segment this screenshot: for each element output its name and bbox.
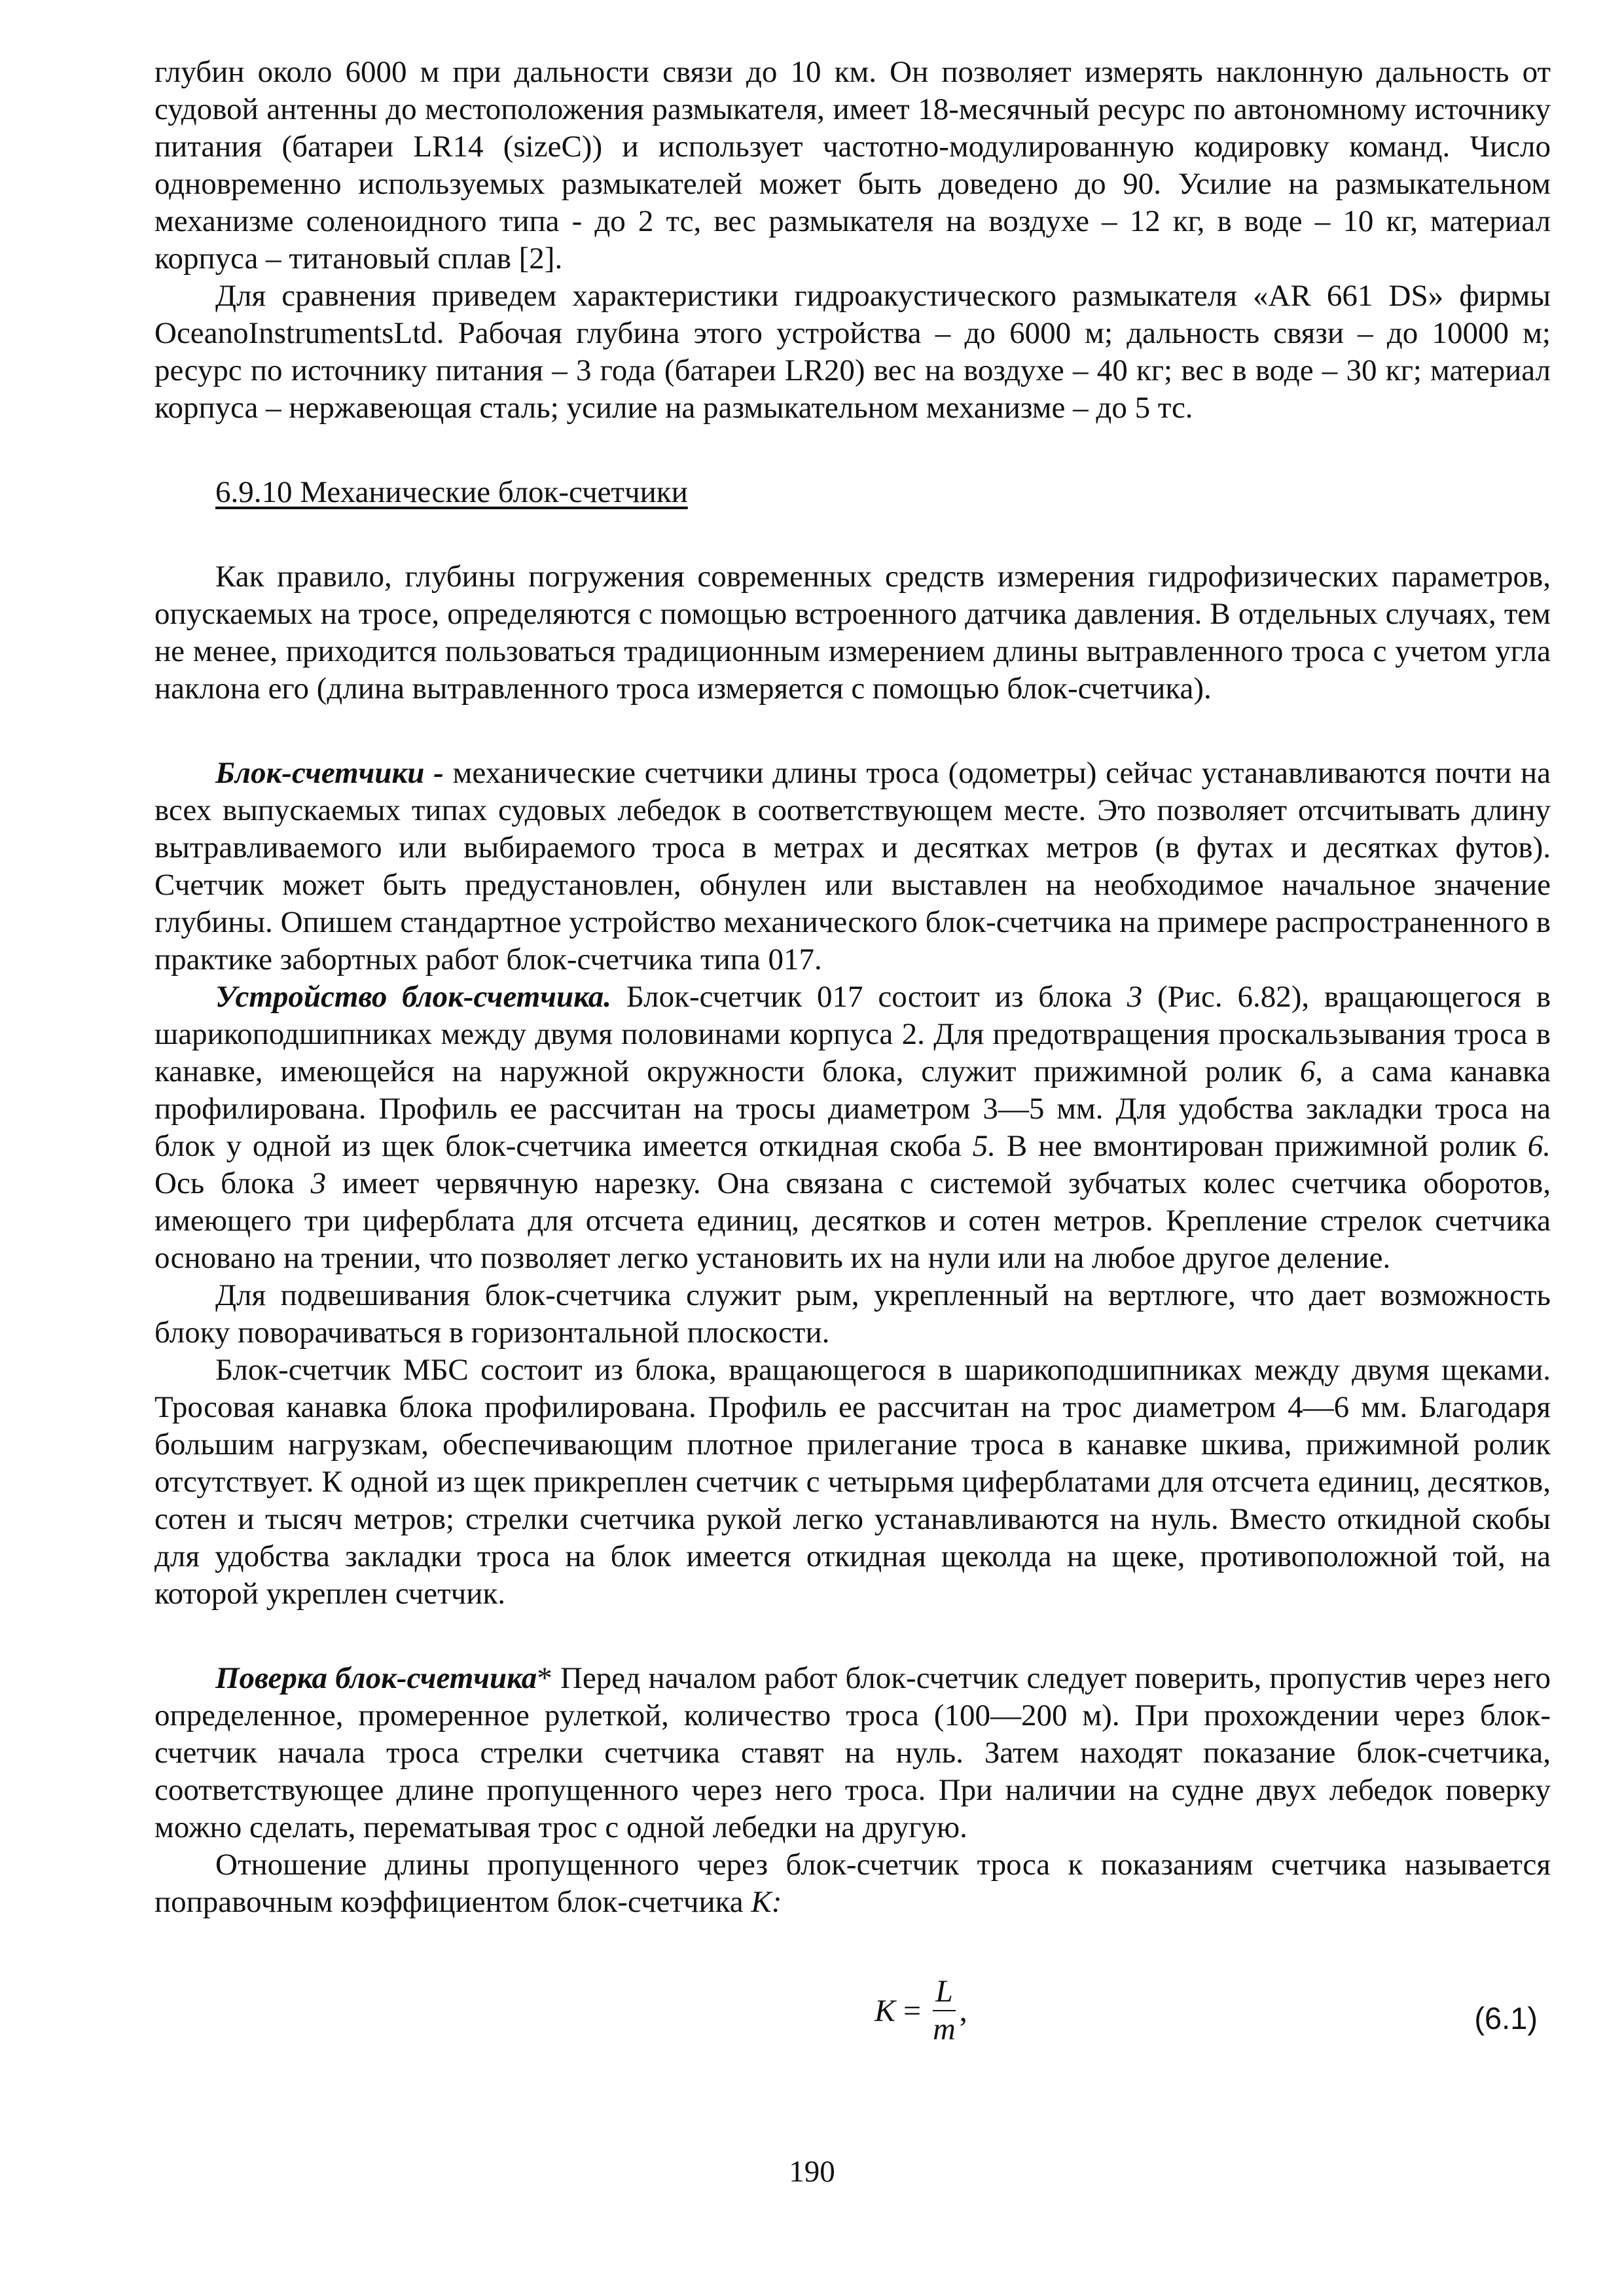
text-run: Блок-счетчик 017 состоит из блока <box>611 980 1127 1014</box>
fraction-numerator: L <box>933 1973 956 2011</box>
variable-k: K: <box>751 1885 782 1919</box>
ref-number: 5. <box>972 1129 996 1163</box>
text-run: а сама канавка профилирована. Профиль ее рассчитан на тросы диаметром 3—5 мм. Для удобства закладки троса на блок у одной из щек блок-счетчика имеется откидная скоба <box>154 1054 1551 1163</box>
formula-comma: , <box>959 1993 967 2028</box>
paragraph-verification <box>154 1660 1551 1846</box>
paragraph-text: механические счетчики длины троса (одометры) сейчас устанавливаются почти на всех выпускаемых типах судовых лебедок в соответствующем месте. Это позволяет отсчитывать длину вытравливаемого или выбираемого троса в метрах и десятках метров (в футах и десятках футов). Счетчик может быть предустановлен, обнулен или выставлен на необходимое начальное значение глубины. Опишем стандартное устройство механического блок-счетчика на примере распространенного в практике забортных работ блок-счетчика типа 017. <box>154 756 1551 977</box>
text-run: (Рис. 6.82), вращающегося в шарикоподшипниках между двумя половинами корпуса 2. Для предотвращения проскальзывания троса в канавке, имеющейся на наружной окружности блока, служит прижимной ролик <box>154 980 1551 1088</box>
page-number: 190 <box>789 2155 835 2189</box>
formula-fraction <box>933 1973 956 2048</box>
term-block-counters: Блок-счетчики - <box>215 756 444 790</box>
paragraph-block-counters <box>154 755 1551 978</box>
section-heading: 6.9.10 Механические блок-счетчики <box>215 475 688 509</box>
ref-number: 6, <box>1299 1054 1323 1088</box>
paragraph-suspension: Для подвешивания блок-счетчика служит рым, укрепленный на вертлюге, что дает возможность блоку поворачиваться в горизонтальной плоскости. <box>154 1278 1551 1350</box>
paragraph-depth-measurement: Как правило, глубины погружения современных средств измерения гидрофизических параметров, опускаемых на тросе, определяются с помощью встроенного датчика давления. В отдельных случаях, тем не менее, приходится пользоваться традиционным измерением длины вытравленного троса с учетом угла наклона его (длина вытравленного троса измеряется с помощью блок-счетчика). <box>154 560 1551 706</box>
fraction-denominator: m <box>933 2012 956 2047</box>
paragraph-device-structure <box>154 978 1551 1277</box>
paragraph-correction-coefficient <box>154 1846 1551 1921</box>
paragraph-ar661-comparison: Для сравнения приведем характеристики гидроакустического размыкателя «AR 661 DS» фирмы OceanoInstrumentsLtd. Рабочая глубина этого устройства – до 6000 м; дальность связи – до 10000 м; ресурс по источнику питания – 3 года (батареи LR20) вес на воздухе – 40 кг; вес в воде – 30 кг; материал корпуса – нержавеющая сталь; усилие на размыкательном механизме – до 5 тс. <box>154 279 1551 425</box>
ref-number: 3 <box>1127 980 1143 1014</box>
term-device-structure: Устройство блок-счетчика. <box>215 980 611 1014</box>
ref-number: 6. <box>1527 1129 1551 1163</box>
ref-number: 3 <box>310 1166 327 1200</box>
paragraph-text: Отношение длины пропущенного через блок-счетчик троса к показаниям счетчика называется поправочным коэффициентом блок-счетчика <box>154 1848 1551 1919</box>
paragraph-continuation: глубин около 6000 м при дальности связи до 10 км. Он позволяет измерять наклонную дальность от судовой антенны до местоположения размыкателя, имеет 18-месячный ресурс по автономному источнику питания (батареи LR14 (sizeC)) и использует частотно-модулированную кодировку команд. Число одновременно используемых размыкателей может быть доведено до 90. Усилие на размыкательном механизме соленоидного типа - до 2 тс, вес размыкателя на воздухе – 12 кг, в воде – 10 кг, материал корпуса – титановый сплав [2]. <box>154 55 1551 276</box>
text-run: имеет червячную нарезку. Она связана с системой зубчатых колес счетчика оборотов, имеющего три циферблата для отсчета единиц, десятков и сотен метров. Крепление стрелок счетчика основано на трении, что позволяет легко установить их на нули или на любое другое деление. <box>154 1166 1551 1275</box>
formula <box>875 1973 967 2048</box>
paragraph-text: * Перед началом работ блок-счетчик следует поверить, пропустив через него определенное, промеренное рулеткой, количество троса (100—200 м). При прохождении через блок-счетчик начала троса стрелки счетчика ставят на нуль. Затем находят показание блок-счетчика, соответствующее длине пропущенного через него троса. При наличии на судне двух лебедок поверку можно сделать, перематывая трос с одной лебедки на другую. <box>154 1661 1551 1844</box>
equation-6-1 <box>154 1973 1551 2085</box>
formula-equals: = <box>903 1993 922 2028</box>
text-run: В нее вмонтирован прижимной ролик <box>995 1129 1528 1163</box>
equation-number: (6.1) <box>1474 2001 1538 2036</box>
term-verification: Поверка блок-счетчика <box>215 1661 537 1695</box>
paragraph-mbs-counter: Блок-счетчик МБС состоит из блока, вращающегося в шарикоподшипниках между двумя щеками. Тросовая канавка блока профилирована. Профиль ее рассчитан на трос диаметром 4—6 мм. Благодаря большим нагрузкам, обеспечивающим плотное прилегание троса в канавке шкива, прижимной ролик отсутствует. К одной из щек прикреплен счетчик с четырьмя циферблатами для отсчета единиц, десятков, сотен и тысяч метров; стрелки счетчика рукой легко устанавливаются на нуль. Вместо откидной скобы для удобства закладки троса на блок имеется откидная щеколда на щеке, противоположной той, на которой укреплен счетчик. <box>154 1353 1551 1611</box>
formula-lhs: K <box>875 1993 896 2028</box>
text-run: Ось блока <box>154 1166 311 1200</box>
